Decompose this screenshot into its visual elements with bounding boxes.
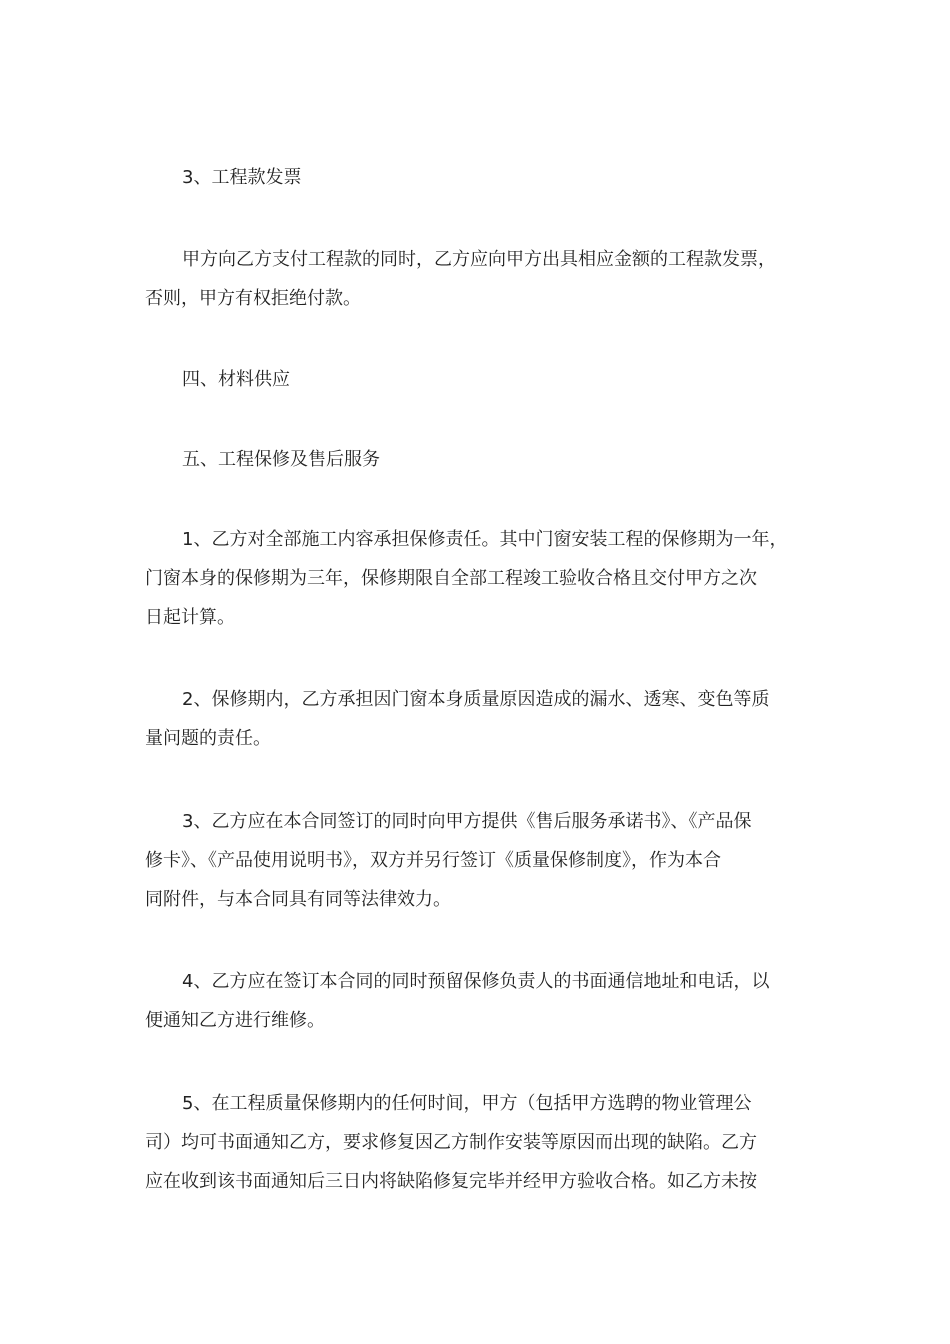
clause-2-line-1: 2、保修期内，乙方承担因门窗本身质量原因造成的漏水、透寒、变色等质: [182, 689, 770, 710]
clause-1-line-3: 日起计算。: [145, 607, 235, 628]
invoice-heading-line-1: 3、工程款发票: [182, 167, 302, 188]
section-four-heading-line-1: 四、材料供应: [182, 369, 290, 390]
clause-3-line-1: 3、乙方应在本合同签订的同时向甲方提供《售后服务承诺书》、《产品保: [182, 811, 752, 832]
invoice-paragraph: [145, 240, 807, 318]
clause-3-line-3: 同附件，与本合同具有同等法律效力。: [145, 889, 451, 910]
clause-2-paragraph: [145, 680, 807, 758]
invoice-paragraph-line-1: 甲方向乙方支付工程款的同时，乙方应向甲方出具相应金额的工程款发票，: [182, 249, 776, 270]
clause-4-line-2: 便通知乙方进行维修。: [145, 1010, 325, 1031]
clause-5-line-1: 5、在工程质量保修期内的任何时间，甲方（包括甲方选聘的物业管理公: [182, 1093, 752, 1114]
clause-5-paragraph: [145, 1084, 807, 1201]
section-five-heading: [145, 440, 807, 479]
clause-5-line-2: 司）均可书面通知乙方，要求修复因乙方制作安装等原因而出现的缺陷。乙方: [145, 1132, 757, 1153]
clause-5-line-3: 应在收到该书面通知后三日内将缺陷修复完毕并经甲方验收合格。如乙方未按: [145, 1171, 757, 1192]
clause-4-line-1: 4、乙方应在签订本合同的同时预留保修负责人的书面通信地址和电话，以: [182, 971, 770, 992]
section-four-heading: [145, 360, 807, 399]
clause-3-paragraph: [145, 802, 807, 919]
clause-4-paragraph: [145, 962, 807, 1040]
invoice-heading: [145, 158, 807, 197]
clause-2-line-2: 量问题的责任。: [145, 728, 271, 749]
invoice-paragraph-line-2: 否则，甲方有权拒绝付款。: [145, 288, 361, 309]
section-five-heading-line-1: 五、工程保修及售后服务: [182, 449, 380, 470]
clause-1-line-2: 门窗本身的保修期为三年，保修期限自全部工程竣工验收合格且交付甲方之次: [145, 568, 757, 589]
clause-1-paragraph: [145, 520, 807, 637]
clause-1-line-1: 1、乙方对全部施工内容承担保修责任。其中门窗安装工程的保修期为一年，: [182, 529, 788, 550]
clause-3-line-2: 修卡》、《产品使用说明书》，双方并另行签订《质量保修制度》，作为本合: [145, 850, 721, 871]
